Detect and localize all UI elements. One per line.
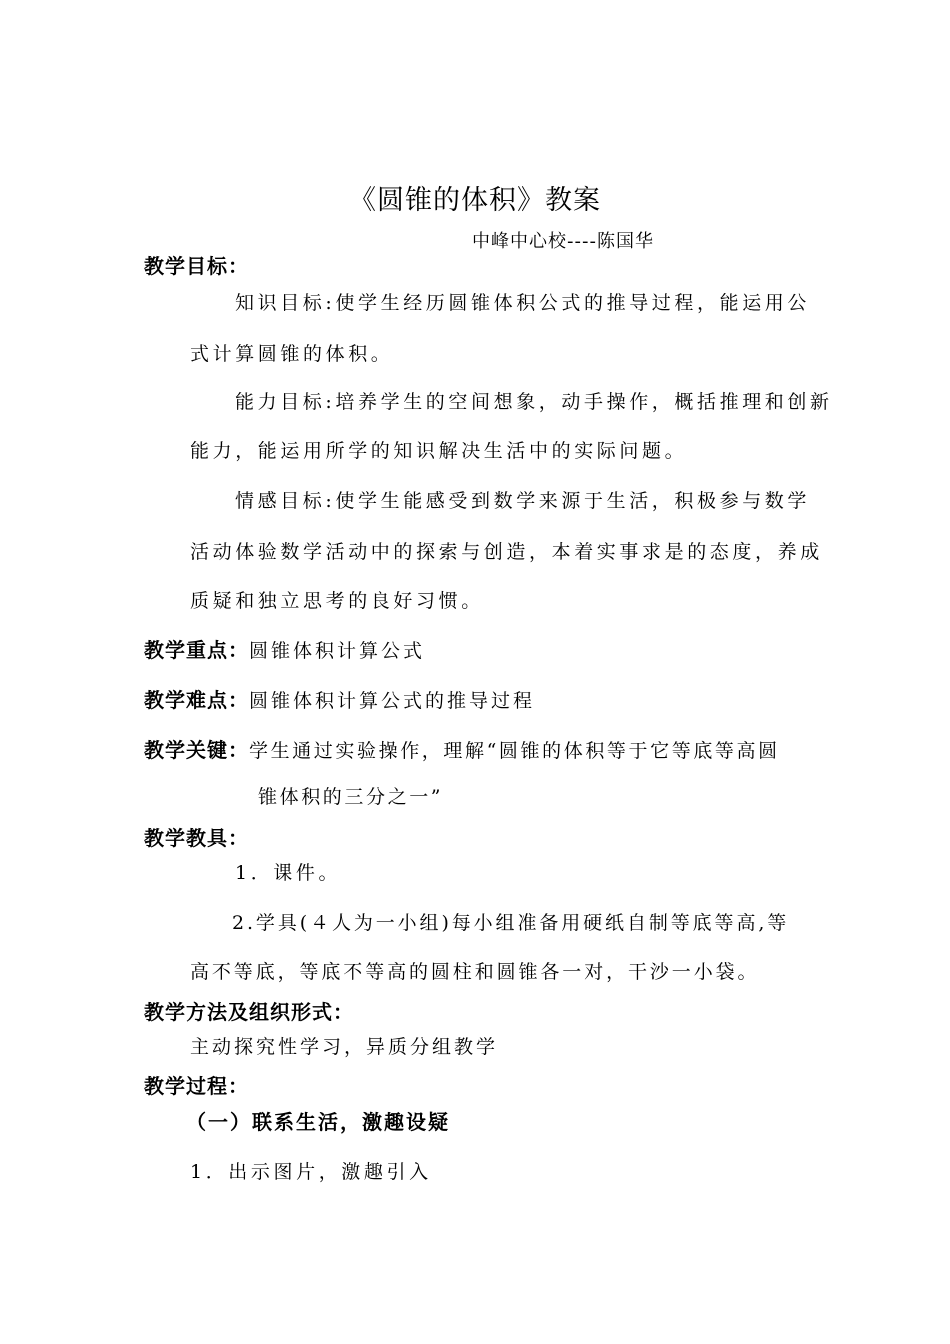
key-point-row: [144, 634, 425, 663]
key-row: [144, 734, 780, 763]
difficulty-row: [144, 684, 535, 713]
key-value-line2: 锥体积的三分之一”: [258, 786, 444, 808]
emotion-objective-line2: 活动体验数学活动中的探索与创造，本着实事求是的态度，养成: [190, 541, 823, 563]
tools-item2-line1: 2.学具(４人为一小组)每小组准备用硬纸自制等底等高,等: [232, 912, 790, 934]
difficulty-value: 圆锥体积计算公式的推导过程: [249, 690, 536, 712]
knowledge-objective-line1: 知识目标:使学生经历圆锥体积公式的推导过程，能运用公: [235, 292, 811, 314]
key-point-label: 教学重点：: [144, 638, 249, 662]
methods-heading: 教学方法及组织形式：: [144, 1000, 354, 1024]
difficulty-label: 教学难点：: [144, 688, 249, 712]
tools-heading: 教学教具：: [144, 826, 249, 850]
key-label: 教学关键：: [144, 738, 249, 762]
objectives-heading: 教学目标：: [144, 254, 249, 278]
emotion-objective-line1: 情感目标:使学生能感受到数学来源于生活，积极参与数学: [235, 490, 811, 512]
ability-objective-line1: 能力目标:培养学生的空间想象，动手操作，概括推理和创新: [235, 391, 833, 413]
process-section1-heading: （一）联系生活，激趣设疑: [186, 1110, 450, 1134]
document-author: 中峰中心校----陈国华: [472, 231, 654, 252]
tools-item1: 1．课件。: [235, 862, 342, 884]
tools-item2-line2: 高不等底，等底不等高的圆柱和圆锥各一对，干沙一小袋。: [190, 961, 760, 983]
process-step1: 1．出示图片，激趣引入: [190, 1161, 432, 1183]
emotion-objective-line3: 质疑和独立思考的良好习惯。: [190, 590, 484, 612]
knowledge-objective-line2: 式计算圆锥的体积。: [190, 343, 394, 365]
ability-objective-line2: 能力，能运用所学的知识解决生活中的实际问题。: [190, 440, 688, 462]
methods-value: 主动探究性学习，异质分组教学: [190, 1036, 499, 1058]
document-title: 《圆锥的体积》教案: [349, 185, 601, 216]
key-point-value: 圆锥体积计算公式: [249, 640, 426, 662]
key-value-line1: 学生通过实验操作，理解“圆锥的体积等于它等底等高圆: [249, 740, 780, 762]
process-heading: 教学过程：: [144, 1074, 249, 1098]
